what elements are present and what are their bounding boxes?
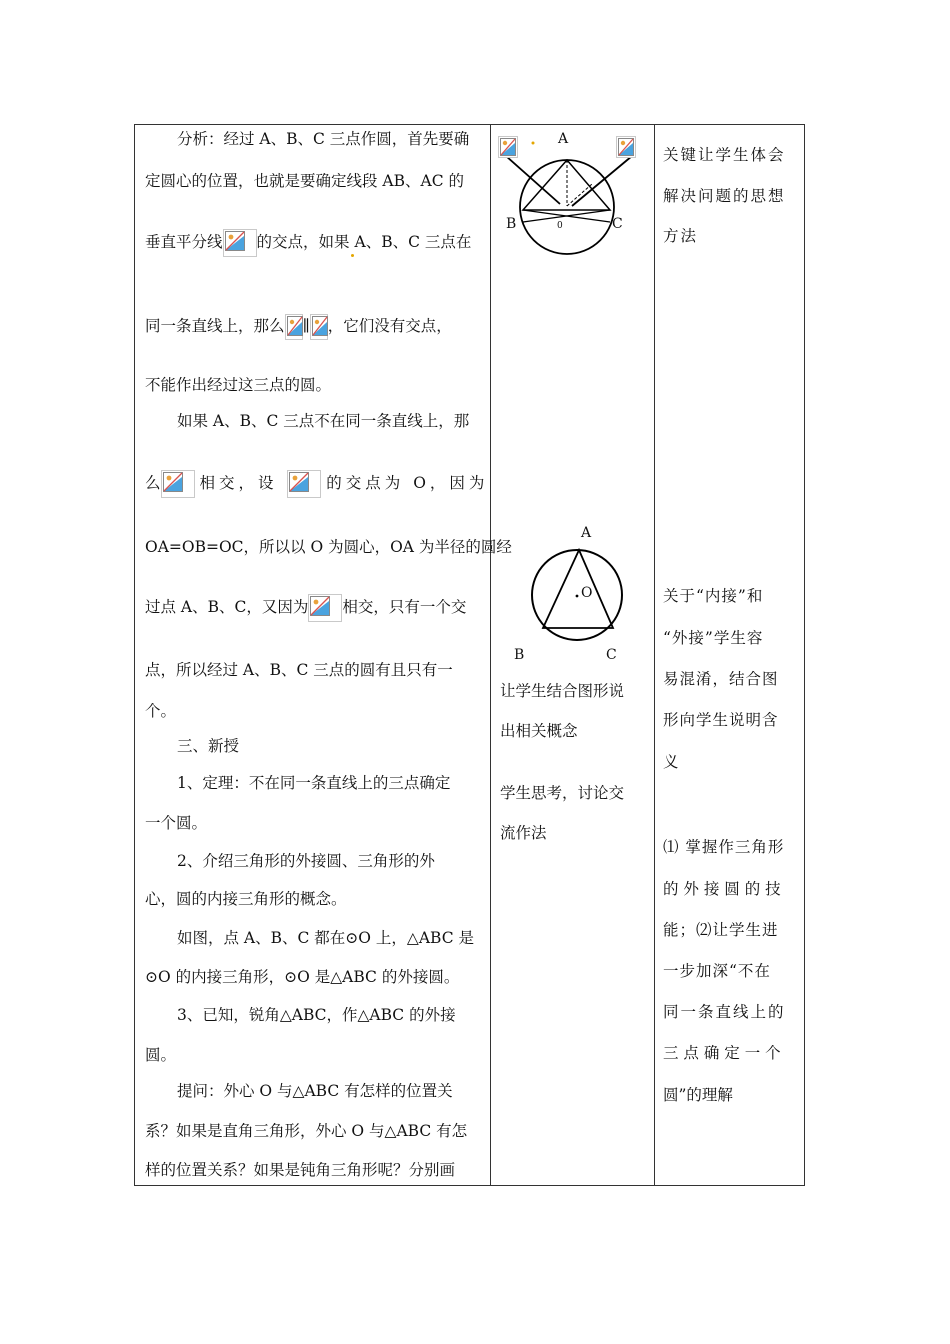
analysis-line-1: 分析：经过 A、B、C 三点作圆，首先要确 xyxy=(177,130,470,148)
right-text-5: “外接”学生容 xyxy=(663,629,764,647)
question-line-3: 样的位置关系？如果是钝角三角形呢？分别画 xyxy=(145,1161,456,1179)
concept-line-2: 心，圆的内接三角形的概念。 xyxy=(145,890,347,908)
question-line-2: 系？如果是直角三角形，外心 O 与△ABC 有怎 xyxy=(145,1122,468,1140)
right-text-3: 方法 xyxy=(663,227,699,245)
para2-line-2: 么 相交，设 的交点为 O，因为 xyxy=(145,470,488,498)
right-text-12: 一步加深“不在 xyxy=(663,962,771,980)
figure1-label-o: 0 xyxy=(557,221,563,231)
figure2-label-a: A xyxy=(581,525,592,541)
right-text-1: 关键让学生体会 xyxy=(663,146,786,164)
middle-text-4: 流作法 xyxy=(500,824,547,842)
column-divider-2 xyxy=(654,125,655,1185)
para2-line-1: 如果 A、B、C 三点不在同一条直线上，那 xyxy=(177,412,470,430)
right-text-4: 关于“内接”和 xyxy=(663,587,764,605)
right-text-13: 同一条直线上的 xyxy=(663,1003,786,1021)
task-line-1: 3、已知，锐角△ABC，作△ABC 的外接 xyxy=(177,1006,456,1024)
concept-line-1: 2、介绍三角形的外接圆、三角形的外 xyxy=(177,852,435,870)
circumscribed-circle-figure xyxy=(520,540,640,660)
image-placeholder-icon xyxy=(161,470,195,498)
figure2-label-b: B xyxy=(514,647,525,663)
middle-text-2: 出相关概念 xyxy=(500,722,578,740)
para2-line-5: 点，所以经过 A、B、C 三点的圆有且只有一 xyxy=(145,661,453,679)
analysis-line-3: 垂直平分线 的交点，如果 A、B、C 三点在 xyxy=(145,229,471,257)
para2-line-6: 个。 xyxy=(145,702,177,720)
theorem-line-2: 一个圆。 xyxy=(145,814,208,832)
figure2-label-c: C xyxy=(606,647,617,663)
image-placeholder-icon xyxy=(223,229,257,257)
middle-text-3: 学生思考，讨论交 xyxy=(500,784,625,802)
task-line-2: 圆。 xyxy=(145,1046,177,1064)
image-placeholder-icon xyxy=(308,594,342,622)
right-text-11: 能；⑵让学生进 xyxy=(663,921,779,939)
para2-line-4: 过点 A、B、C，又因为 相交，只有一个交 xyxy=(145,594,466,622)
image-placeholder-icon xyxy=(287,470,321,498)
analysis-line-2: 定圆心的位置，也就是要确定线段 AB、AC 的 xyxy=(145,172,464,190)
para2-line-3: OA=OB=OC，所以以 O 为圆心，OA 为半径的圆经 xyxy=(145,538,512,556)
figure2-label-o: O xyxy=(581,585,593,601)
column-divider-1 xyxy=(490,125,491,1185)
right-text-15: 圆”的理解 xyxy=(663,1086,733,1104)
analysis-line-5: 不能作出经过这三点的圆。 xyxy=(145,376,332,394)
figure1-label-a: A xyxy=(558,131,569,147)
image-placeholder-icon xyxy=(616,136,636,158)
right-text-10: 的 外 接 圆 的 技 xyxy=(663,880,781,898)
example-line-1: 如图，点 A、B、C 都在⊙O 上，△ABC 是 xyxy=(177,929,474,947)
figure1-label-c: C xyxy=(612,216,623,232)
right-text-14: 三 点 确 定 一 个 xyxy=(663,1044,781,1062)
image-placeholder-icon xyxy=(285,314,303,340)
analysis-line-4: 同一条直线上，那么 ∥ ，它们没有交点， xyxy=(145,314,452,340)
right-text-8: 义 xyxy=(663,753,679,771)
question-line-1: 提问：外心 O 与△ABC 有怎样的位置关 xyxy=(177,1082,453,1100)
middle-text-1: 让学生结合图形说 xyxy=(500,682,625,700)
image-placeholder-icon xyxy=(498,136,518,158)
theorem-line-1: 1、定理：不在同一条直线上的三点确定 xyxy=(177,774,451,792)
figure1-label-b: B xyxy=(506,216,517,232)
right-text-6: 易混淆，结合图 xyxy=(663,670,779,688)
example-line-2: ⊙O 的内接三角形，⊙O 是△ABC 的外接圆。 xyxy=(145,968,460,986)
right-text-9: ⑴ 掌握作三角形 xyxy=(663,838,785,856)
right-text-2: 解决问题的思想 xyxy=(663,187,786,205)
section-heading: 三、新授 xyxy=(177,737,240,755)
right-text-7: 形向学生说明含 xyxy=(663,711,779,729)
lesson-table xyxy=(134,124,805,1186)
image-placeholder-icon xyxy=(310,314,328,340)
